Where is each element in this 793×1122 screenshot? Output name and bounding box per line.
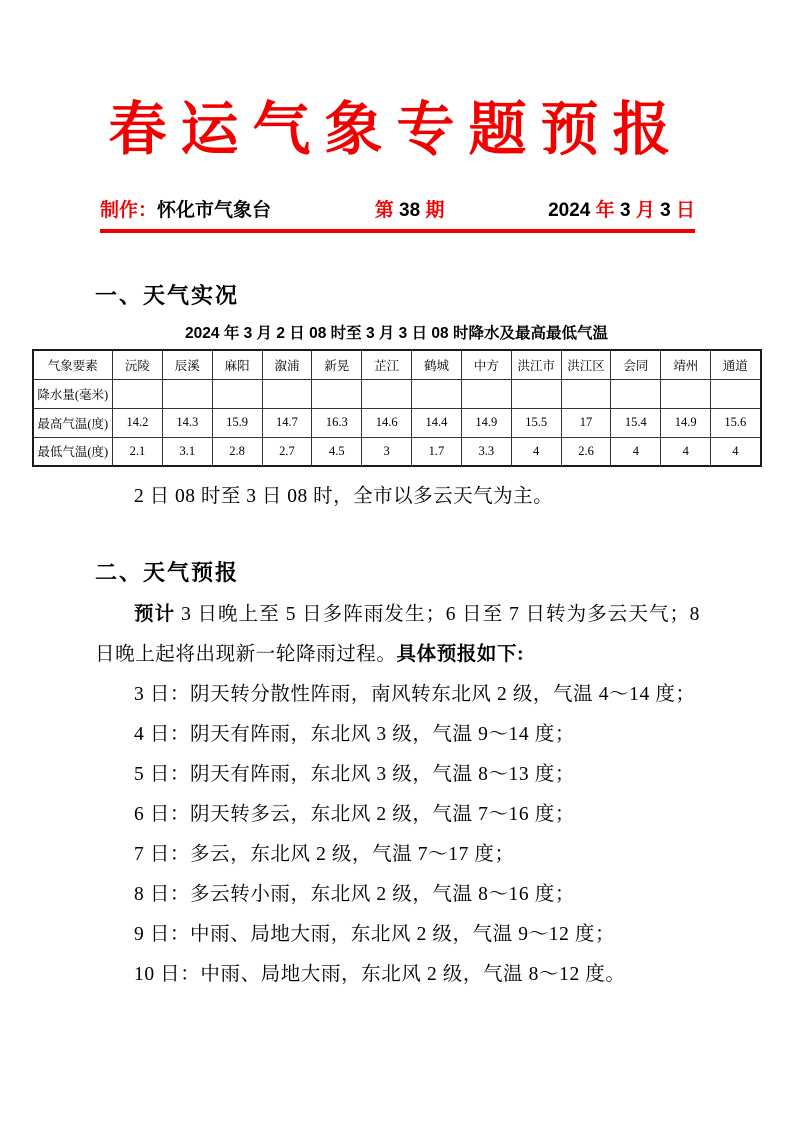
daily-forecast-line: 5 日：阴天有阵雨，东北风 3 级，气温 8～13 度； [134,764,575,785]
table-value-cell: 4 [511,437,561,466]
column-header-cell: 辰溪 [162,350,212,379]
date-day-unit: 日 [675,200,695,221]
table-header-row [33,350,761,379]
table-value-cell: 3 [362,437,412,466]
daily-forecast-line: 10 日：中雨、局地大雨，东北风 2 级，气温 8～12 度。 [134,964,626,985]
date-day: 3 [660,200,671,221]
table-row [33,437,761,466]
table-value-cell: 4 [711,437,761,466]
table-value-cell [611,379,661,408]
issue-field [375,200,445,221]
forecast-text-block [95,595,700,995]
daily-forecast-line: 7 日：多云，东北风 2 级，气温 7～17 度； [134,844,515,865]
column-header-cell: 麻阳 [212,350,262,379]
forecast-intro-lead: 预计 [134,604,176,625]
forecast-intro-paragraph [95,595,700,675]
table-body [33,350,761,466]
table-value-cell: 4 [661,437,711,466]
issue-suffix: 期 [425,200,445,221]
row-label-cell: 最低气温(度) [33,437,113,466]
table-value-cell: 14.9 [661,408,711,437]
table-value-cell [711,379,761,408]
date-year-unit: 年 [595,200,615,221]
table-value-cell [362,379,412,408]
table-value-cell: 15.6 [711,408,761,437]
weather-actual-summary: 2 日 08 时至 3 日 08 时，全市以多云天气为主。 [134,486,554,507]
table-value-cell [312,379,362,408]
date-month: 3 [619,200,631,221]
forecast-intro-body: 3 日晚上至 5 日多阵雨发生；6 日至 7 日转为多云天气；8 日晚上起将出现新一轮降雨过程。 [95,604,700,665]
table-value-cell: 15.9 [212,408,262,437]
weather-observation-table [32,349,762,467]
table-value-cell [162,379,212,408]
column-header-cell: 芷江 [362,350,412,379]
table-value-cell: 2.1 [113,437,163,466]
table-value-cell: 2.6 [561,437,611,466]
forecast-intro-tail: 具体预报如下: [396,644,525,665]
table-value-cell: 14.2 [113,408,163,437]
column-header-cell: 洪江市 [511,350,561,379]
table-value-cell: 14.4 [412,408,462,437]
table-value-cell: 2.7 [262,437,312,466]
page-title: 春运气象专题预报 [108,97,685,162]
table-value-cell [262,379,312,408]
table-value-cell: 4.5 [312,437,362,466]
table-value-cell: 4 [611,437,661,466]
table-value-cell: 1.7 [412,437,462,466]
row-label-cell: 最高气温(度) [33,408,113,437]
section-heading-weather-forecast: 二、天气预报 [95,560,240,585]
date-year: 2024 [548,200,591,221]
table-value-cell: 14.9 [461,408,511,437]
column-header-cell: 溆浦 [262,350,312,379]
column-header-cell: 靖州 [661,350,711,379]
table-value-cell [561,379,611,408]
column-header-cell: 通道 [711,350,761,379]
table-row [33,379,761,408]
date-field [548,200,695,221]
column-header-cell: 气象要素 [33,350,113,379]
column-header-cell: 鹤城 [412,350,462,379]
table-value-cell [461,379,511,408]
column-header-cell: 新晃 [312,350,362,379]
date-month-unit: 月 [635,200,655,221]
table-value-cell: 3.1 [162,437,212,466]
table-value-cell [661,379,711,408]
table-value-cell: 14.6 [362,408,412,437]
column-header-cell: 洪江区 [561,350,611,379]
table-value-cell: 14.3 [162,408,212,437]
table-value-cell: 3.3 [461,437,511,466]
table-value-cell [412,379,462,408]
table-value-cell: 14.7 [262,408,312,437]
producer-label: 制作： [100,200,158,221]
daily-forecast-list [95,675,700,995]
table-row [33,408,761,437]
table-caption: 2024 年 3 月 2 日 08 时至 3 月 3 日 08 时降水及最高最低气温 [185,325,608,342]
daily-forecast-line: 8 日：多云转小雨，东北风 2 级，气温 8～16 度； [134,884,575,905]
table-value-cell: 2.8 [212,437,262,466]
row-label-cell: 降水量(毫米) [33,379,113,408]
issue-number: 38 [399,200,421,221]
table-value-cell: 15.4 [611,408,661,437]
column-header-cell: 会同 [611,350,661,379]
section-heading-weather-actual: 一、天气实况 [95,283,240,308]
producer-field [100,200,271,221]
table-value-cell [113,379,163,408]
column-header-cell: 中方 [461,350,511,379]
table-value-cell: 16.3 [312,408,362,437]
table-value-cell [212,379,262,408]
table-value-cell: 15.5 [511,408,561,437]
producer-name: 怀化市气象台 [157,200,272,221]
daily-forecast-line: 3 日：阴天转分散性阵雨，南风转东北风 2 级，气温 4～14 度； [134,684,696,705]
daily-forecast-line: 6 日：阴天转多云，东北风 2 级，气温 7～16 度； [134,804,575,825]
column-header-cell: 沅陵 [113,350,163,379]
issue-prefix: 第 [374,200,394,221]
daily-forecast-line: 9 日：中雨、局地大雨，东北风 2 级，气温 9～12 度； [134,924,616,945]
table-value-cell [511,379,561,408]
table-value-cell: 17 [561,408,611,437]
document-meta-row [100,200,695,233]
daily-forecast-line: 4 日：阴天有阵雨，东北风 3 级，气温 9～14 度； [134,724,575,745]
